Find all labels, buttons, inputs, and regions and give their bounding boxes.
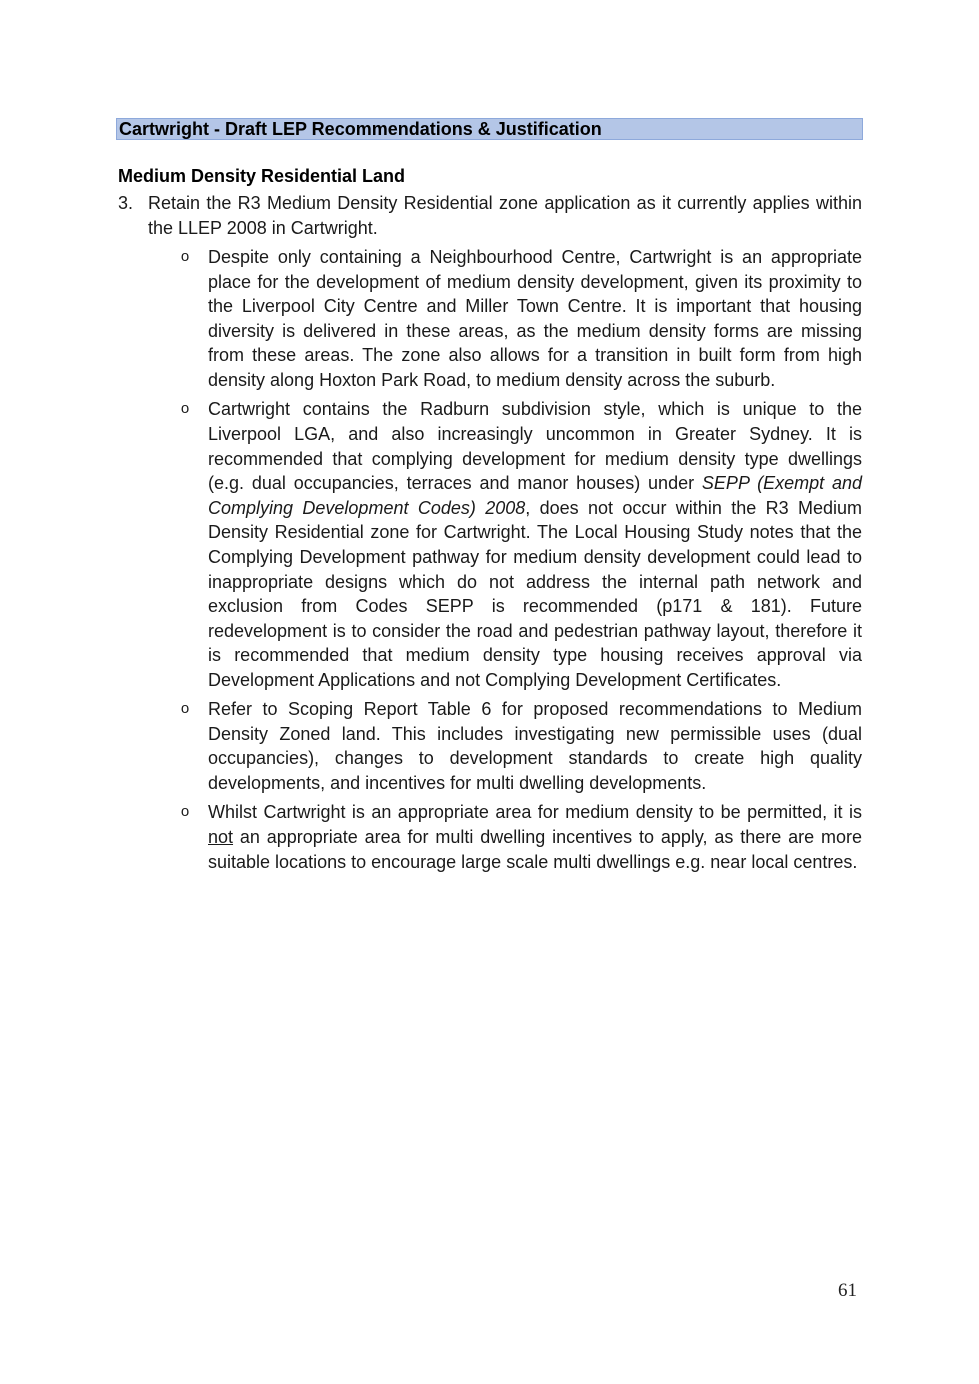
bullet-item bbox=[178, 397, 862, 692]
item-text: Retain the R3 Medium Density Residential zone application as it currently applies within the LLEP 2008 in Cartwright. bbox=[148, 193, 862, 238]
bullet-item bbox=[178, 245, 862, 393]
bullet-marker-icon: o bbox=[180, 700, 190, 718]
item-number: 3. bbox=[118, 193, 134, 213]
underlined-word: not bbox=[208, 827, 234, 848]
bullet-text: Refer to Scoping Report Table 6 for proposed recommendations to Medium Density Zoned land. This includes investigating new permissible uses (dual occupancies), changes to development standards to create high quality developments, and incentives for multi dwelling developments. bbox=[208, 699, 862, 794]
bullet-marker-icon: o bbox=[180, 803, 190, 821]
bullet-marker-icon: o bbox=[180, 248, 190, 265]
bullet-text-part: Whilst Cartwright is an appropriate area for medium density to be permitted, it is bbox=[208, 802, 862, 823]
bullet-text-part: , does not occur within the R3 Medium Density Residential zone for Cartwright. The Local Housing Study notes that the Complying Development pathway for medium density development could lead to inappropriate designs which do not address the internal path network and exclusion from Codes SEPP is recommended (p171 & 181). Future redevelopment is to consider the road and pedestrian pathway layout, therefore it is recommended that medium density type housing receives approval via Development Applications and not Complying Development Certificates. bbox=[208, 497, 862, 690]
subheading: Medium Density Residential Land bbox=[118, 166, 406, 186]
page-number: 61 bbox=[838, 1280, 857, 1301]
bullet-item bbox=[178, 697, 862, 795]
bullet-text bbox=[208, 800, 862, 874]
bullet-item bbox=[178, 800, 862, 874]
bullet-text: Despite only containing a Neighbourhood Centre, Cartwright is an appropriate place for the development of medium density development, given its proximity to the Liverpool City Centre and Miller Town Centre. It is important that housing diversity is delivered in these areas, as the medium density forms are missing from these areas. The zone also allows for a transition in built form from high density along Hoxton Park Road, to medium density across the suburb. bbox=[208, 247, 862, 390]
bullet-text-part: an appropriate area for multi dwelling incentives to apply, as there are more suitable locations to encourage large scale multi dwellings e.g. near local centres. bbox=[208, 827, 862, 872]
bullet-list bbox=[178, 245, 862, 879]
bullet-marker-icon: o bbox=[180, 400, 190, 418]
sepp-reference: SEPP (Exempt and Complying Development Codes) 2008 bbox=[208, 473, 862, 518]
section-header: Cartwright - Draft LEP Recommendations & Justification bbox=[116, 118, 863, 140]
bullet-text bbox=[208, 397, 862, 692]
numbered-item bbox=[118, 191, 862, 240]
bullet-text-part: Cartwright contains the Radburn subdivision style, which is unique to the Liverpool LGA, and also increasingly uncommon in Greater Sydney. It is recommended that complying development for medium density type dwellings (e.g. dual occupancies, terraces and manor houses) under bbox=[208, 399, 862, 494]
